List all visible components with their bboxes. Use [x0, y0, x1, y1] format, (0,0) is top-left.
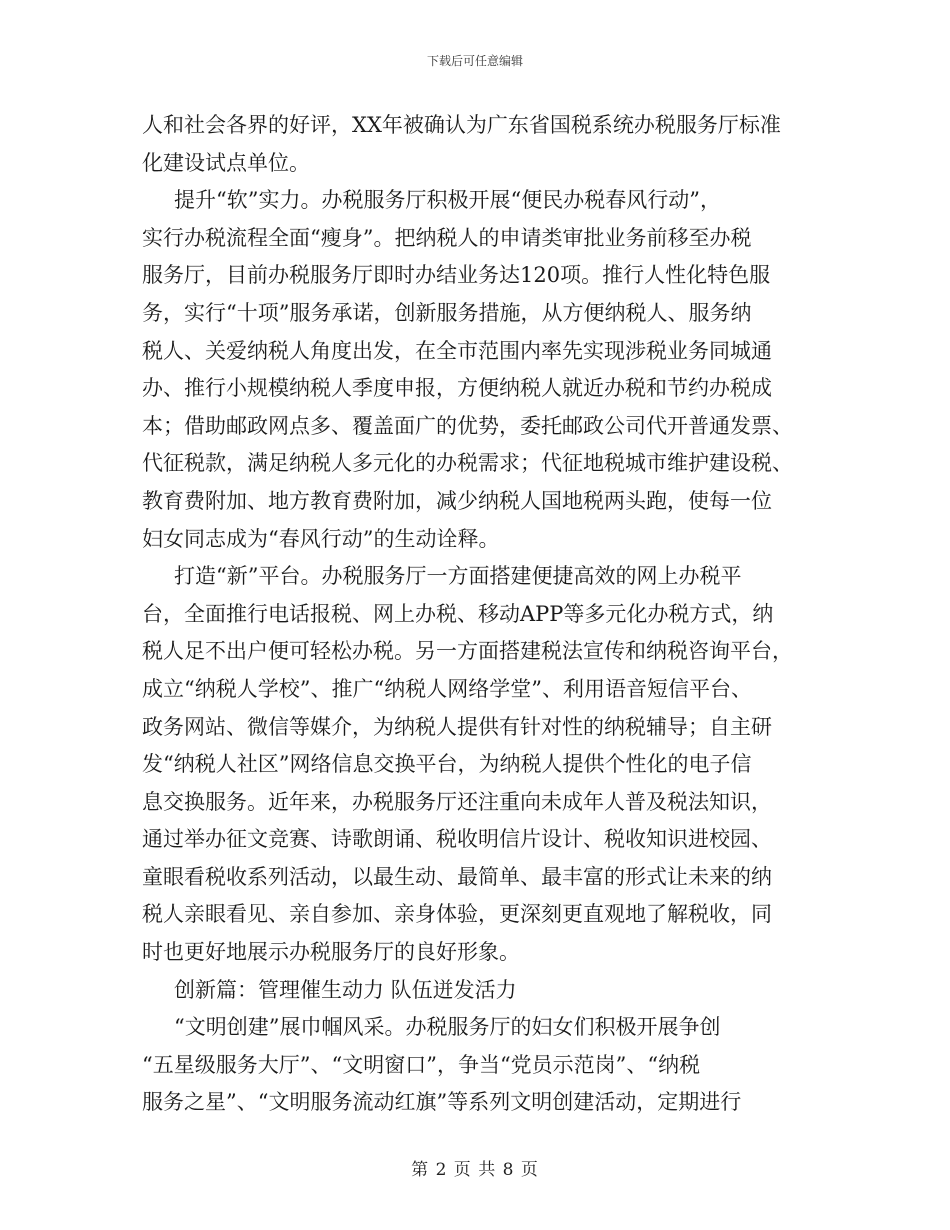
text-line: 代征税款，满足纳税人多元化的办税需求；代征地税城市维护建设税、 — [142, 451, 793, 476]
page-header: 下载后可任意编辑 — [426, 54, 523, 68]
text-line: 人和社会各界的好评，XX年被确认为广东省国税系统办税服务厅标准 — [142, 113, 781, 137]
text-line: 化建设试点单位。 — [142, 150, 310, 175]
text-line: 税人、关爱纳税人角度出发，在全市范围内率先实现涉税业务同城通 — [142, 338, 772, 363]
text-line: 务，实行“十项”服务承诺，创新服务措施，从方便纳税人、服务纳 — [142, 300, 752, 325]
text-line: 教育费附加、地方教育费附加，减少纳税人国地税两头跑，使每一位 — [142, 488, 772, 513]
text-line: 打造“新”平台。办税服务厅一方面搭建便捷高效的网上办税平 — [174, 564, 742, 589]
text-line: 息交换服务。近年来，办税服务厅还注重向未成年人普及税法知识， — [142, 789, 772, 814]
text-line: 办、推行小规模纳税人季度申报，方便纳税人就近办税和节约办税成 — [142, 376, 772, 401]
text-line: 实行办税流程全面“瘦身”。把纳税人的申请类审批业务前移至办税 — [142, 225, 752, 250]
page-number: 第 2 页 共 8 页 — [411, 1160, 539, 1180]
document-body — [142, 107, 810, 1122]
text-line: 台，全面推行电话报税、网上办税、移动APP等多元化办税方式，纳 — [142, 601, 774, 626]
text-line: “五星级服务大厅”、“文明窗口”，争当“党员示范岗”、“纳税 — [142, 1052, 701, 1077]
text-line: 服务厅，目前办税服务厅即时办结业务达120项。推行人性化特色服 — [142, 263, 771, 288]
text-line: 政务网站、微信等媒介，为纳税人提供有针对性的纳税辅导；自主研 — [142, 714, 772, 739]
text-line: 税人亲眼看见、亲自参加、亲身体验，更深刻更直观地了解税收，同 — [142, 902, 772, 927]
text-line: 成立“纳税人学校”、推广“纳税人网络学堂”、利用语音短信平台、 — [142, 676, 752, 701]
text-line: 税人足不出户便可轻松办税。另一方面搭建税法宣传和纳税咨询平台， — [142, 639, 793, 664]
text-line: “文明创建”展巾帼风采。办税服务厅的妇女们积极开展争创 — [174, 1015, 721, 1040]
text-line: 童眼看税收系列活动，以最生动、最简单、最丰富的形式让未来的纳 — [142, 864, 772, 889]
text-line: 通过举办征文竞赛、诗歌朗诵、税收明信片设计、税收知识进校园、 — [142, 827, 772, 852]
text-line: 提升“软”实力。办税服务厅积极开展“便民办税春风行动”， — [174, 188, 721, 213]
text-line: 本；借助邮政网点多、覆盖面广的优势，委托邮政公司代开普通发票、 — [142, 413, 793, 438]
text-line: 妇女同志成为“春风行动”的生动诠释。 — [142, 526, 500, 551]
text-line: 发“纳税人社区”网络信息交换平台，为纳税人提供个性化的电子信 — [142, 752, 752, 777]
text-line: 时也更好地展示办税服务厅的良好形象。 — [142, 940, 520, 965]
text-line: 服务之星”、“文明服务流动红旗”等系列文明创建活动，定期进行 — [142, 1090, 742, 1115]
text-line: 创新篇：管理催生动力 队伍迸发活力 — [174, 977, 517, 1002]
